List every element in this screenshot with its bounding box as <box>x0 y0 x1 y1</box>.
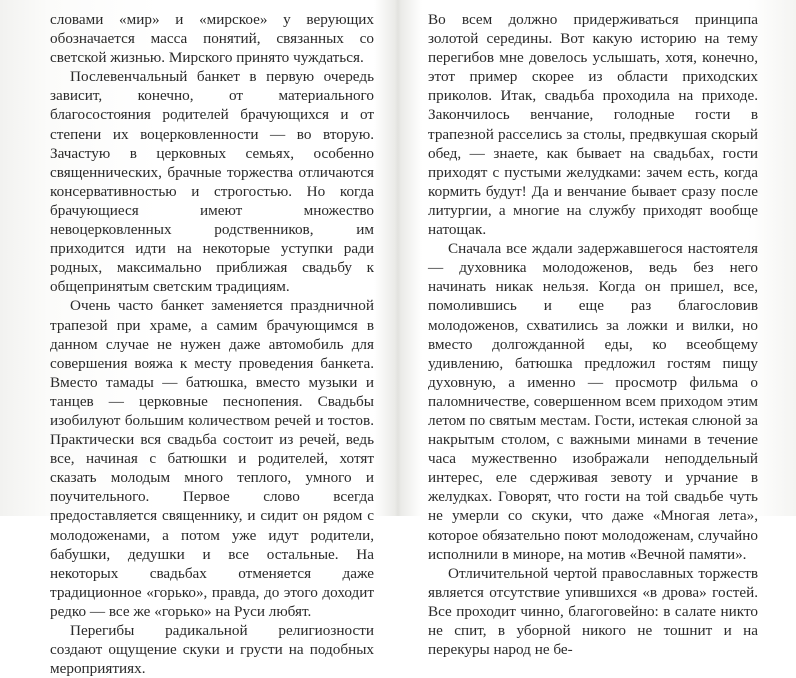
paragraph: Отличительной чертой православных торжеств является отсутствие упившихся «в дрова» гостей. Все проходит чинно, благоговейно: в салате никто не спит, в уборной никого не тошнит и на перекуры народ не бе- <box>428 564 758 659</box>
left-page <box>50 10 374 678</box>
paragraph: Послевенчальный банкет в первую очередь зависит, конечно, от материального благосостояния родителей брачующихся и от степени их воцерковленности — во вторую. Зачастую в церковных семьях, особенно священнических, брачные торжества отличаются консервативностью и строгостью. Но когда брачующиеся имеют множество невоцерковленных родственников, им приходится идти на некоторые уступки ради родных, максимально приближая свадьбу к общепринятым светским традициям. <box>50 68 374 296</box>
paragraph: Перегибы радикальной религиозности создают ощущение скуки и грусти на подобных мероприятиях. <box>50 622 374 678</box>
paragraph: словами «мир» и «мирское» у верующих обозначается масса понятий, связанных со светской жизнью. Мирского принято чуждаться. <box>50 11 374 67</box>
right-page <box>428 10 758 659</box>
paragraph: Очень часто банкет заменяется праздничной трапезой при храме, а самим брачующимся в данном случае не нужен даже автомобиль для совершения вояжа к месту проведения банкета. Вместо тамады — батюшка, вместо музыки и танцев — церковные песнопения. Свадьбы изобилуют большим количеством речей и тостов. Практически вся свадьба состоит из речей, ведь все, начиная с батюшки и родителей, хотят сказать молодым много теплого, умного и поучительного. Первое слово всегда предоставляется священнику, и сидит он рядом с молодоженами, а потом уже идут родители, бабушки, дедушки и все остальные. На некоторых свадьбах отменяется даже традиционное «горько», правда, до этого доходит редко — все же «горько» на Руси любят. <box>50 297 374 620</box>
paragraph: Во всем должно придерживаться принципа золотой середины. Вот какую историю на тему перегибов мне довелось услышать, хотя, конечно, этот пример скорее из области приходских приколов. Итак, свадьба проходила на приходе. Закончилось венчание, голодные гости в трапезной расселись за столы, предвкушая скорый обед, — знаете, как бывает на свадьбах, гости приходят с пустыми желудками: зачем есть, когда кормить будут! Да и венчание бывает сразу после литургии, а многие на службу приходят вообще натощак. <box>428 11 758 239</box>
paragraph: Сначала все ждали задержавшегося настоятеля — духовника молодоженов, ведь без него начинать никак нельзя. Когда он пришел, все, помолившись и еще раз благословив молодоженов, схватились за ложки и вилки, но вместо долгожданной еды, ко всеобщему удивлению, батюшка предложил гостям пищу духовную, а именно — просмотр фильма о паломничестве, совершенном всем приходом этим летом по святым местам. Гости, истекая слюной за накрытым столом, с важными минами в течение часа мужественно изображали неподдельный интерес, еле сдерживая зевоту и урчание в желудках. Говорят, что гости на той свадьбе чуть не умерли со скуки, что даже «Многая лета», которое обязательно поют молодоженам, случайно исполнили в миноре, на мотив «Вечной памяти». <box>428 240 758 563</box>
